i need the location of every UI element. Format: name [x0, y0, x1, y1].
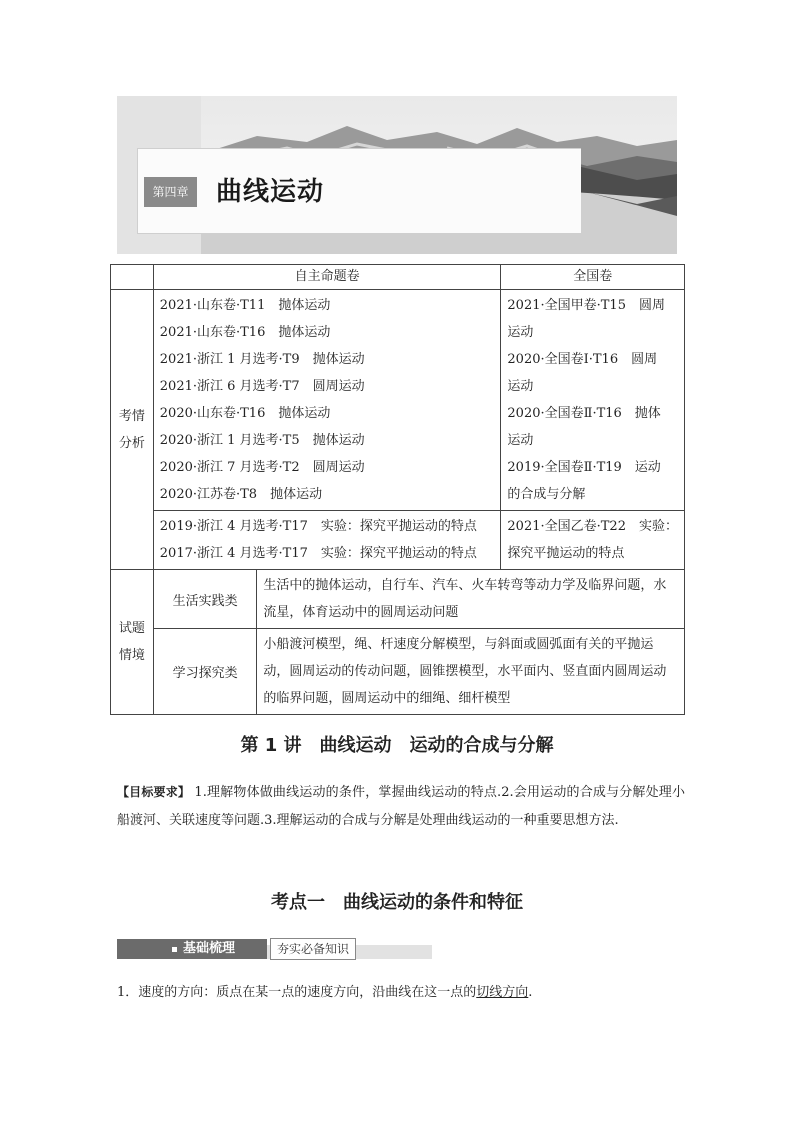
list-item: 2019·全国卷Ⅱ·T19 运动: [507, 460, 661, 475]
list-item: 探究平抛运动的特点: [507, 546, 625, 561]
list-item: 2019·浙江 4 月选考·T17 实验：探究平抛运动的特点: [159, 519, 477, 534]
analysis-label-line1: 考情: [118, 408, 145, 424]
list-item: 2021·浙江 1 月选考·T9 抛体运动: [159, 352, 365, 367]
list-item: 2020·全国卷Ⅱ·T16 抛体: [507, 406, 661, 421]
life-practice-text: 生活中的抛体运动，自行车、汽车、火车转弯等动力学及临界问题，水流星，体育运动中的圆周运动问题: [257, 570, 685, 629]
section-bar-label: 基础梳理: [183, 941, 236, 956]
list-item: 2021·全国甲卷·T15 圆周: [507, 298, 665, 313]
list-item: 运动: [507, 379, 534, 394]
list-item: 2020·全国卷Ⅰ·T16 圆周: [507, 352, 658, 367]
self-set-list-2: [153, 511, 501, 570]
chapter-title-card: [137, 148, 581, 234]
national-list-1: [501, 290, 685, 511]
list-item: 2021·山东卷·T16 抛体运动: [159, 325, 331, 340]
scenario-label-line2: 情境: [118, 648, 145, 663]
analysis-label-line2: 分析: [118, 435, 145, 451]
list-item: 2021·浙江 6 月选考·T7 圆周运动: [159, 379, 365, 394]
square-bullet-icon: [172, 947, 177, 952]
header-blank-cell: [111, 265, 154, 290]
key-point-title: 考点一 曲线运动的条件和特征: [271, 892, 523, 913]
goals-text: 1.理解物体做曲线运动的条件，掌握曲线运动的特点.2.会用运动的合成与分解处理小船渡河、关联速度等问题.3.理解运动的合成与分解是处理曲线运动的一种重要思想方法.: [117, 785, 685, 828]
exam-analysis-table: [110, 264, 685, 715]
lecture-title: 第 1 讲 曲线运动 运动的合成与分解: [240, 735, 554, 756]
list-item: 2021·山东卷·T11 抛体运动: [159, 298, 331, 313]
header-national: 全国卷: [501, 265, 685, 290]
list-item: 运动: [507, 325, 534, 340]
point1-prefix: 1．速度的方向：质点在某一点的速度方向，沿曲线在这一点的: [117, 985, 477, 1000]
section-bar: [117, 938, 432, 964]
list-item: 的合成与分解: [507, 487, 586, 502]
analysis-label-cell: [111, 290, 154, 570]
self-set-list-1: [153, 290, 501, 511]
section-bar-subtitle: 夯实必备知识: [270, 938, 356, 960]
analysis-row-1: [111, 290, 685, 511]
scenario-label-cell: [111, 570, 154, 715]
life-practice-label: 生活实践类: [153, 570, 257, 629]
learning-goals: [117, 778, 685, 835]
point1-answer: 切线方向: [476, 985, 529, 1000]
scenario-row-study: [111, 629, 685, 715]
list-item: 2020·山东卷·T16 抛体运动: [159, 406, 331, 421]
list-item: 2020·江苏卷·T8 抛体运动: [159, 487, 323, 502]
table-header-row: [111, 265, 685, 290]
list-item: 运动: [507, 433, 534, 448]
list-item: 2021·全国乙卷·T22 实验：: [507, 519, 678, 534]
analysis-row-2: [111, 511, 685, 570]
chapter-number-tag: 第四章: [144, 177, 197, 207]
scenario-label-line1: 试题: [118, 621, 145, 636]
point1-suffix: .: [528, 985, 533, 1000]
study-explore-label: 学习探究类: [153, 629, 257, 715]
knowledge-point-1: [117, 982, 532, 1004]
list-item: 2017·浙江 4 月选考·T17 实验：探究平抛运动的特点: [159, 546, 477, 561]
chapter-title: 曲线运动: [216, 177, 325, 207]
study-explore-text: 小船渡河模型，绳、杆速度分解模型，与斜面或圆弧面有关的平抛运动，圆周运动的传动问题，圆锥摆模型，水平面内、竖直面内圆周运动的临界问题，圆周运动中的细绳、细杆模型: [257, 629, 685, 715]
header-self-set: 自主命题卷: [153, 265, 501, 290]
list-item: 2020·浙江 7 月选考·T2 圆周运动: [159, 460, 365, 475]
national-list-2: [501, 511, 685, 570]
goals-tag: 【目标要求】: [117, 785, 191, 799]
scenario-row-life: [111, 570, 685, 629]
list-item: 2020·浙江 1 月选考·T5 抛体运动: [159, 433, 365, 448]
